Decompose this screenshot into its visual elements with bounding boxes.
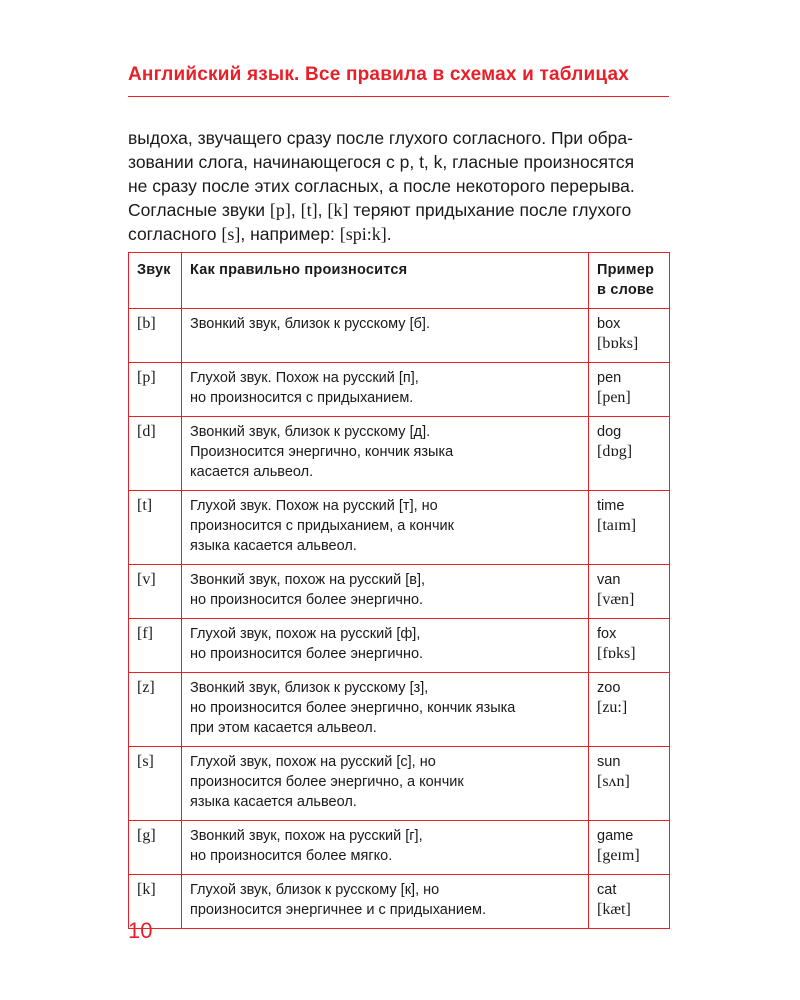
- description-cell: [181, 491, 588, 565]
- intro-text: .: [386, 224, 392, 244]
- ipa-symbol: [p]: [269, 200, 291, 220]
- intro-paragraph: [128, 126, 669, 246]
- header-description: Как правильно произносится: [181, 253, 588, 309]
- description-line: но произносится более энергично, кончик языка: [189, 700, 516, 716]
- description-cell: [181, 619, 588, 673]
- example-cell: [589, 363, 670, 417]
- example-word: van: [597, 572, 621, 588]
- description-cell: [181, 565, 588, 619]
- ipa-symbol: [s]: [221, 224, 241, 244]
- example-word: sun: [597, 754, 621, 770]
- example-cell: [589, 875, 670, 929]
- description-line: Глухой звук. Похож на русский [п],: [189, 370, 419, 386]
- intro-line: выдоха, звучащего сразу после глухого согласного. При обра-: [128, 128, 633, 148]
- intro-text: ,: [290, 200, 301, 220]
- example-transcription: [fɒks]: [597, 645, 636, 662]
- example-cell: [589, 491, 670, 565]
- table-header-row: [129, 253, 670, 309]
- intro-line: [128, 222, 669, 246]
- description-cell: [181, 821, 588, 875]
- example-transcription: [dɒg]: [597, 443, 633, 460]
- consonants-table: [128, 252, 670, 929]
- table-row: [129, 417, 670, 491]
- description-line: но произносится с придыханием.: [189, 390, 414, 406]
- description-cell: [181, 309, 588, 363]
- example-transcription: [væn]: [597, 591, 635, 608]
- table-row: [129, 673, 670, 747]
- description-line: Глухой звук, похож на русский [ф],: [189, 626, 421, 642]
- table-row: [129, 565, 670, 619]
- sound-cell: [t]: [129, 491, 182, 565]
- description-cell: [181, 417, 588, 491]
- intro-line: [128, 198, 669, 222]
- description-line: Глухой звук, похож на русский [с], но: [189, 754, 436, 770]
- example-word: pen: [597, 370, 622, 386]
- sound-cell: [p]: [129, 363, 182, 417]
- description-line: но произносится более энергично.: [189, 592, 424, 608]
- example-word: dog: [597, 424, 622, 440]
- description-line: но произносится более энергично.: [189, 646, 424, 662]
- intro-text: Согласные звуки: [128, 200, 270, 220]
- example-cell: [589, 565, 670, 619]
- description-cell: [181, 673, 588, 747]
- example-cell: [589, 417, 670, 491]
- page-number: 10: [128, 918, 153, 943]
- sound-cell: [d]: [129, 417, 182, 491]
- example-cell: [589, 309, 670, 363]
- sound-cell: [g]: [129, 821, 182, 875]
- table-row: [129, 309, 670, 363]
- ipa-symbol: [t]: [300, 200, 318, 220]
- table-row: [129, 363, 670, 417]
- example-word: fox: [597, 626, 617, 642]
- running-header: Английский язык. Все правила в схемах и таблицах: [128, 64, 669, 97]
- description-line: языка касается альвеол.: [189, 794, 357, 810]
- example-word: box: [597, 316, 621, 332]
- header-example-line2: в слове: [597, 282, 655, 298]
- table-row: [129, 747, 670, 821]
- description-line: но произносится более мягко.: [189, 848, 393, 864]
- intro-text: , например:: [240, 224, 340, 244]
- sound-cell: [k]: [129, 875, 182, 929]
- example-transcription: [kæt]: [597, 901, 631, 918]
- description-line: произносится с придыханием, а кончик: [189, 518, 454, 534]
- table-row: [129, 821, 670, 875]
- sound-cell: [s]: [129, 747, 182, 821]
- description-cell: [181, 875, 588, 929]
- example-cell: [589, 821, 670, 875]
- header-example: [589, 253, 670, 309]
- description-line: Звонкий звук, близок к русскому [з],: [189, 680, 429, 696]
- intro-line: зовании слога, начинающегося с p, t, k, гласные произносятся: [128, 152, 635, 172]
- example-word: game: [597, 828, 634, 844]
- description-line: языка касается альвеол.: [189, 538, 357, 554]
- description-line: Произносится энергично, кончик языка: [189, 444, 454, 460]
- intro-line: не сразу после этих согласных, а после некоторого перерыва.: [128, 176, 635, 196]
- intro-text: ,: [317, 200, 328, 220]
- description-line: произносится энергичнее и с придыханием.: [189, 902, 487, 918]
- sound-cell: [f]: [129, 619, 182, 673]
- table-row: [129, 491, 670, 565]
- ipa-symbol: [k]: [327, 200, 349, 220]
- example-cell: [589, 619, 670, 673]
- description-line: касается альвеол.: [189, 464, 314, 480]
- example-transcription: [geɪm]: [597, 847, 640, 864]
- description-line: Глухой звук. Похож на русский [т], но: [189, 498, 438, 514]
- intro-text: согласного: [128, 224, 222, 244]
- description-line: Глухой звук, близок к русскому [к], но: [189, 882, 440, 898]
- example-word: cat: [597, 882, 617, 898]
- example-transcription: [pen]: [597, 389, 631, 406]
- example-cell: [589, 747, 670, 821]
- description-line: произносится более энергично, а кончик: [189, 774, 464, 790]
- ipa-example: [spi:k]: [339, 224, 387, 244]
- description-line: при этом касается альвеол.: [189, 720, 377, 736]
- example-word: zoo: [597, 680, 621, 696]
- example-transcription: [sʌn]: [597, 773, 630, 790]
- table-row: [129, 619, 670, 673]
- example-word: time: [597, 498, 625, 514]
- description-cell: [181, 363, 588, 417]
- example-transcription: [bɒks]: [597, 335, 639, 352]
- header-example-line1: Пример: [597, 262, 655, 278]
- description-line: Звонкий звук, похож на русский [г],: [189, 828, 423, 844]
- description-line: Звонкий звук, похож на русский [в],: [189, 572, 426, 588]
- sound-cell: [z]: [129, 673, 182, 747]
- header-sound: Звук: [129, 253, 182, 309]
- table-row: [129, 875, 670, 929]
- description-line: Звонкий звук, близок к русскому [б].: [189, 316, 430, 332]
- example-transcription: [zu:]: [597, 699, 628, 716]
- example-cell: [589, 673, 670, 747]
- sound-cell: [b]: [129, 309, 182, 363]
- sound-cell: [v]: [129, 565, 182, 619]
- intro-text: теряют придыхание после глухого: [348, 200, 632, 220]
- description-line: Звонкий звук, близок к русскому [д].: [189, 424, 431, 440]
- description-cell: [181, 747, 588, 821]
- example-transcription: [taɪm]: [597, 517, 637, 534]
